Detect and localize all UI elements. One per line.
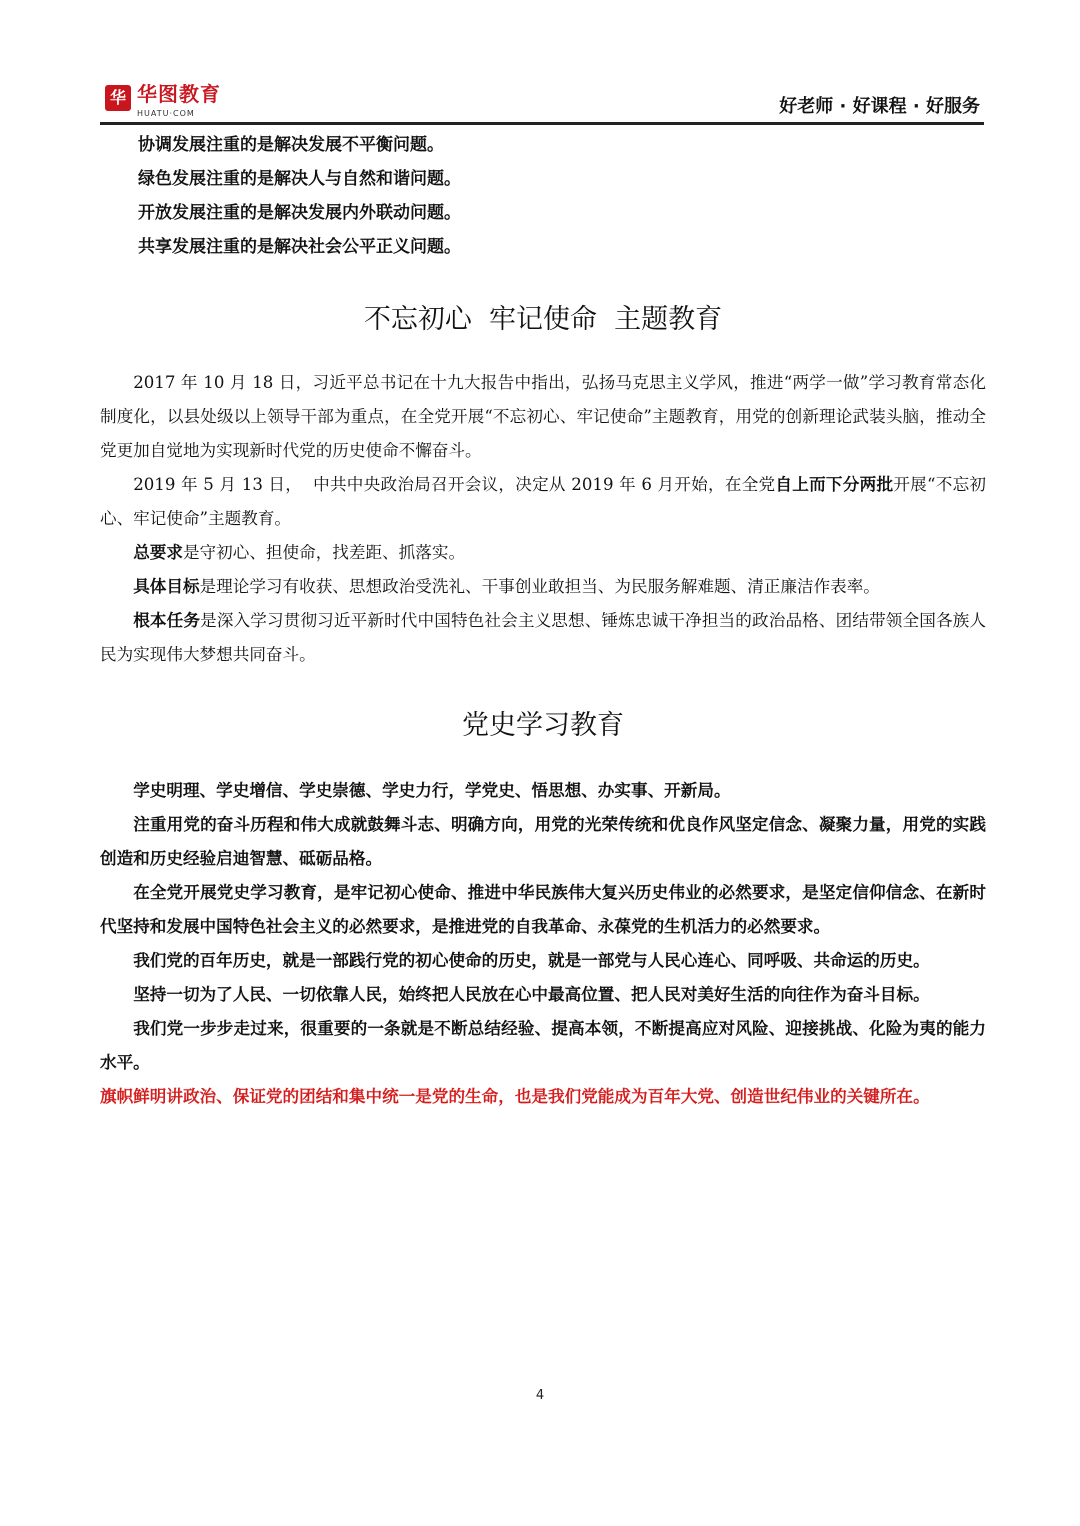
- bold-term: 具体目标: [133, 577, 200, 596]
- paragraph-text: 开展“不忘初心、牢记使命”主题教育。: [100, 475, 987, 528]
- paragraph: 在全党开展党史学习教育，是牢记初心使命、推进中华民族伟大复兴历史伟业的必然要求，是坚定信仰信念、在新时代坚持和发展中国特色社会主义的必然要求，是推进党的自我革命、永葆党的生机活力的必然要求。: [100, 883, 986, 936]
- paragraph-text: 2019 年 5 月 13 日， 中共中央政治局召开会议，决定从 2019 年 6 月开始，在全党: [133, 475, 776, 494]
- logo-domain: HUATU·COM: [137, 109, 195, 118]
- paragraph: 学史明理、学史增信、学史崇德、学史力行，学党史、悟思想、办实事、开新局。: [133, 781, 731, 800]
- paragraph: [100, 570, 986, 604]
- bold-phrase: 自上而下分两批: [775, 475, 894, 494]
- section-title-theme-education: 不忘初心 牢记使命 主题教育: [363, 304, 723, 335]
- highlighted-paragraph: 旗帜鲜明讲政治、保证党的团结和集中统一是党的生命，也是我们党能成为百年大党、创造世纪伟业的关键所在。: [100, 1087, 930, 1106]
- header-slogan: 好老师 · 好课程 · 好服务: [779, 96, 980, 117]
- huatu-logo: [105, 80, 221, 116]
- section-title-party-history: 党史学习教育: [462, 710, 624, 741]
- paragraph: [100, 468, 986, 536]
- bold-term: 根本任务: [133, 611, 201, 630]
- page-header: [100, 72, 984, 125]
- paragraph: 坚持一切为了人民、一切依靠人民，始终把人民放在心中最高位置、把人民对美好生活的向往作为奋斗目标。: [133, 985, 930, 1004]
- paragraph-text: 是理论学习有收获、思想政治受洗礼、干事创业敢担当、为民服务解难题、清正廉洁作表率。: [199, 577, 880, 596]
- intro-list: [138, 128, 986, 264]
- paragraph: 我们党一步步走过来，很重要的一条就是不断总结经验、提高本领，不断提高应对风险、迎接挑战、化险为夷的能力水平。: [100, 1019, 986, 1072]
- logo-name: 华图教育: [137, 82, 221, 106]
- paragraph-text: 是守初心、担使命，找差距、抓落实。: [182, 543, 466, 562]
- paragraph-text: 是深入学习贯彻习近平新时代中国特色社会主义思想、锤炼忠诚干净担当的政治品格、团结带领全国各族人民为实现伟大梦想共同奋斗。: [100, 611, 987, 664]
- list-item: 协调发展注重的是解决发展不平衡问题。: [138, 135, 444, 155]
- paragraph: 我们党的百年历史，就是一部践行党的初心使命的历史，就是一部党与人民心连心、同呼吸、共命运的历史。: [133, 951, 930, 970]
- paragraph: [100, 536, 986, 570]
- paragraph: 注重用党的奋斗历程和伟大成就鼓舞斗志、明确方向，用党的光荣传统和优良作风坚定信念、凝聚力量，用党的实践创造和历史经验启迪智慧、砥砺品格。: [100, 815, 986, 868]
- list-item: 绿色发展注重的是解决人与自然和谐问题。: [138, 169, 461, 189]
- page-number: 4: [535, 1388, 545, 1403]
- bold-term: 总要求: [133, 543, 183, 562]
- paragraph: 2017 年 10 月 18 日，习近平总书记在十九大报告中指出，弘扬马克思主义学风，推进“两学一做”学习教育常态化制度化，以县处级以上领导干部为重点，在全党开展“不忘初心、牢记使命”主题教育，用党的创新理论武装头脑，推动全党更加自觉地为实现新时代党的历史使命不懈奋斗。: [100, 373, 986, 460]
- page-content: [100, 128, 986, 1114]
- list-item: 共享发展注重的是解决社会公平正义问题。: [138, 237, 461, 257]
- paragraph: [100, 604, 986, 672]
- logo-badge-icon: 华: [105, 85, 131, 111]
- list-item: 开放发展注重的是解决发展内外联动问题。: [138, 203, 461, 223]
